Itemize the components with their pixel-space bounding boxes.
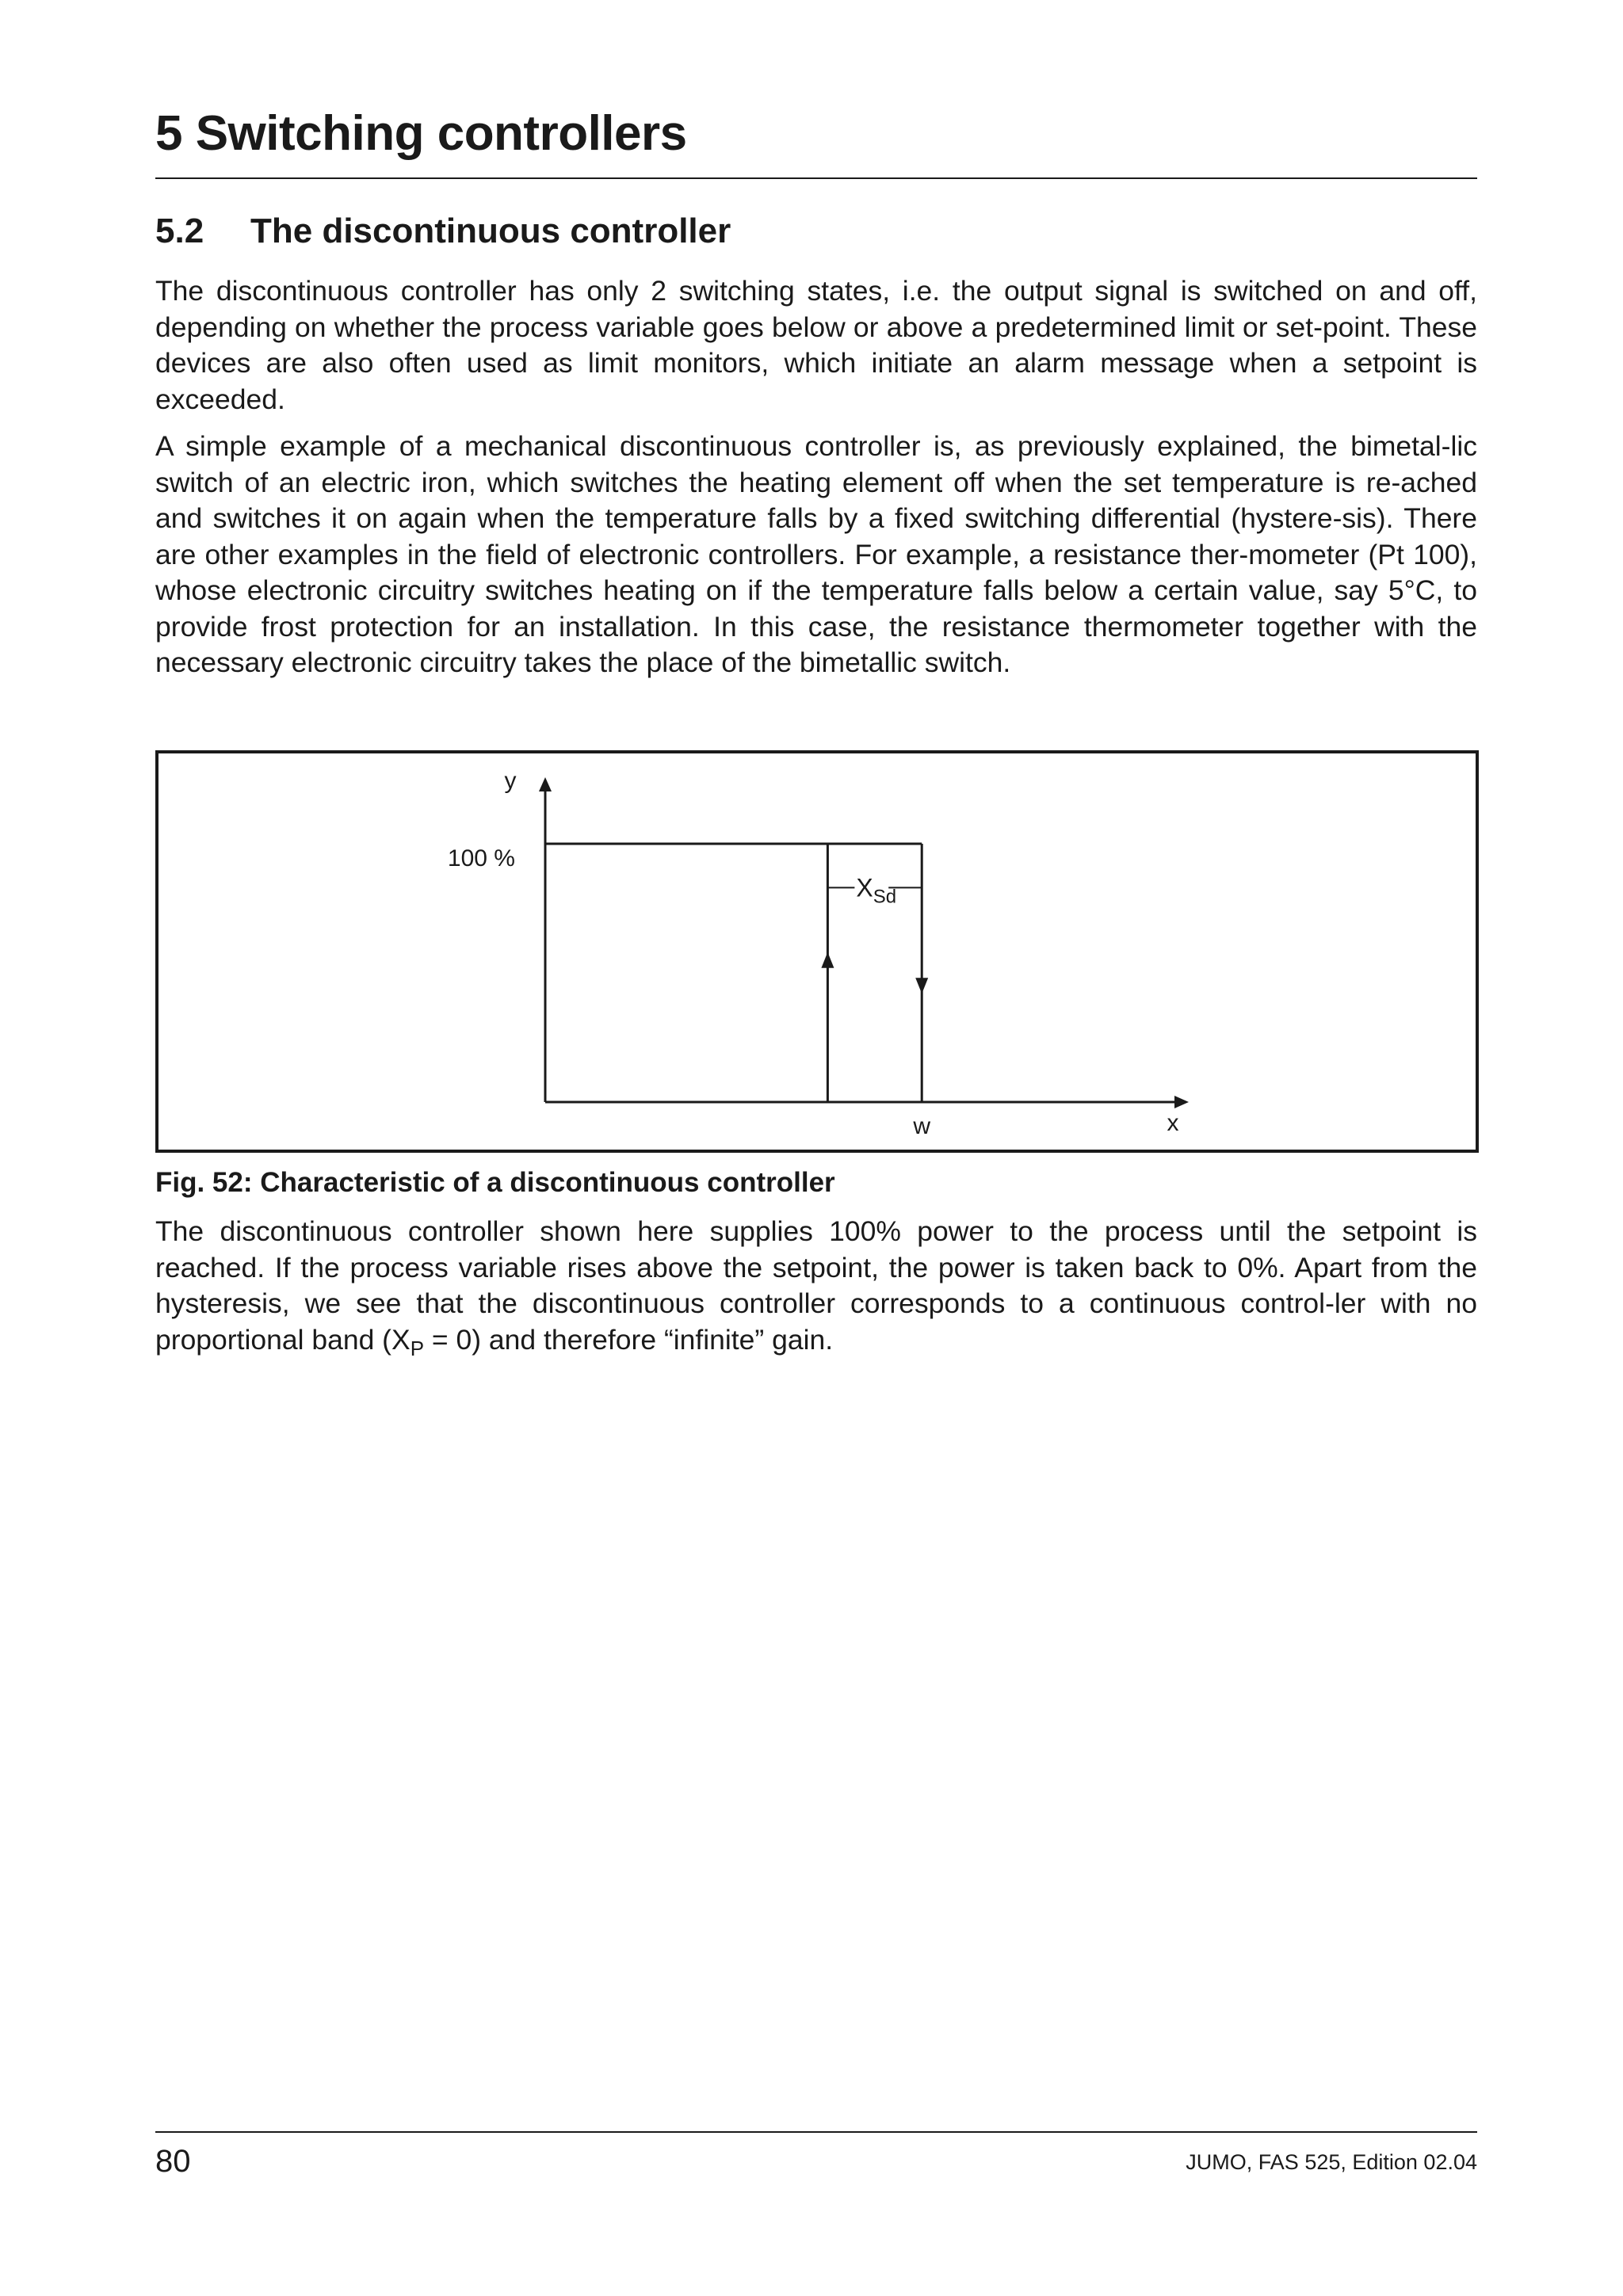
section-heading <box>155 214 731 249</box>
figure-frame <box>155 750 1479 1153</box>
chapter-title: 5 Switching controllers <box>155 106 687 161</box>
y-axis-label: y <box>504 768 517 794</box>
footer-divider <box>155 2131 1477 2133</box>
hysteresis-label-main: X <box>856 873 873 902</box>
paragraph-intro: The discontinuous controller has only 2 switching states, i.e. the output signal is switched on and off, depending on whether the process variable goes below or above a predetermined limit or set-point. These devices are also often used as limit monitors, which initiate an alarm message when a setpoint is exceeded. <box>155 275 1477 415</box>
hysteresis-label-sub: Sd <box>873 886 897 908</box>
switch-off-arrow <box>915 978 928 994</box>
figure-caption: Fig. 52: Characteristic of a discontinuous controller <box>155 1167 835 1198</box>
page-number: 80 <box>155 2144 191 2179</box>
paragraph-explanation <box>155 1214 1477 1367</box>
xp-subscript: P <box>410 1336 425 1360</box>
chapter-divider <box>155 177 1477 179</box>
paragraph-example: A simple example of a mechanical discontinuous controller is, as previously explained, the bimetal-lic switch of an electric iron, which switches the heating element off when the set temperature is re-ached and switches it on again when the temperature falls by a fixed switching differential (hystere-sis). There are other examples in the field of electronic controllers. For example, a resistance ther-mometer (Pt 100), whose electronic circuitry switches heating on if the temperature falls below a certain value, say 5°C, to provide frost protection for an installation. In this case, the resistance thermometer together with the necessary electronic circuitry takes the place of the bimetallic switch. <box>155 430 1477 678</box>
section-title: The discontinuous controller <box>250 212 731 250</box>
x-axis-arrow <box>1174 1096 1189 1108</box>
setpoint-label: w <box>913 1113 931 1139</box>
section-number: 5.2 <box>155 212 204 250</box>
paragraph-explanation-part1: The discontinuous controller shown here supplies 100% power to the process until the setpoint is reached. If the process variable rises above the setpoint, the power is taken back to 0%. Apart from the hysteresis, we see that the discontinuous controller corresponds to a continuous control-ler with no proportional band (X <box>155 1215 1477 1356</box>
x-axis-label: x <box>1167 1110 1179 1136</box>
y-axis-arrow <box>539 777 552 791</box>
hysteresis-label <box>856 873 896 907</box>
paragraph-explanation-part2: = 0) and therefore “infinite” gain. <box>424 1323 834 1356</box>
switch-on-arrow <box>821 952 834 968</box>
characteristic-chart <box>158 753 1476 1150</box>
footer-publication: JUMO, FAS 525, Edition 02.04 <box>1186 2150 1477 2174</box>
y-tick-label: 100 % <box>447 845 515 871</box>
